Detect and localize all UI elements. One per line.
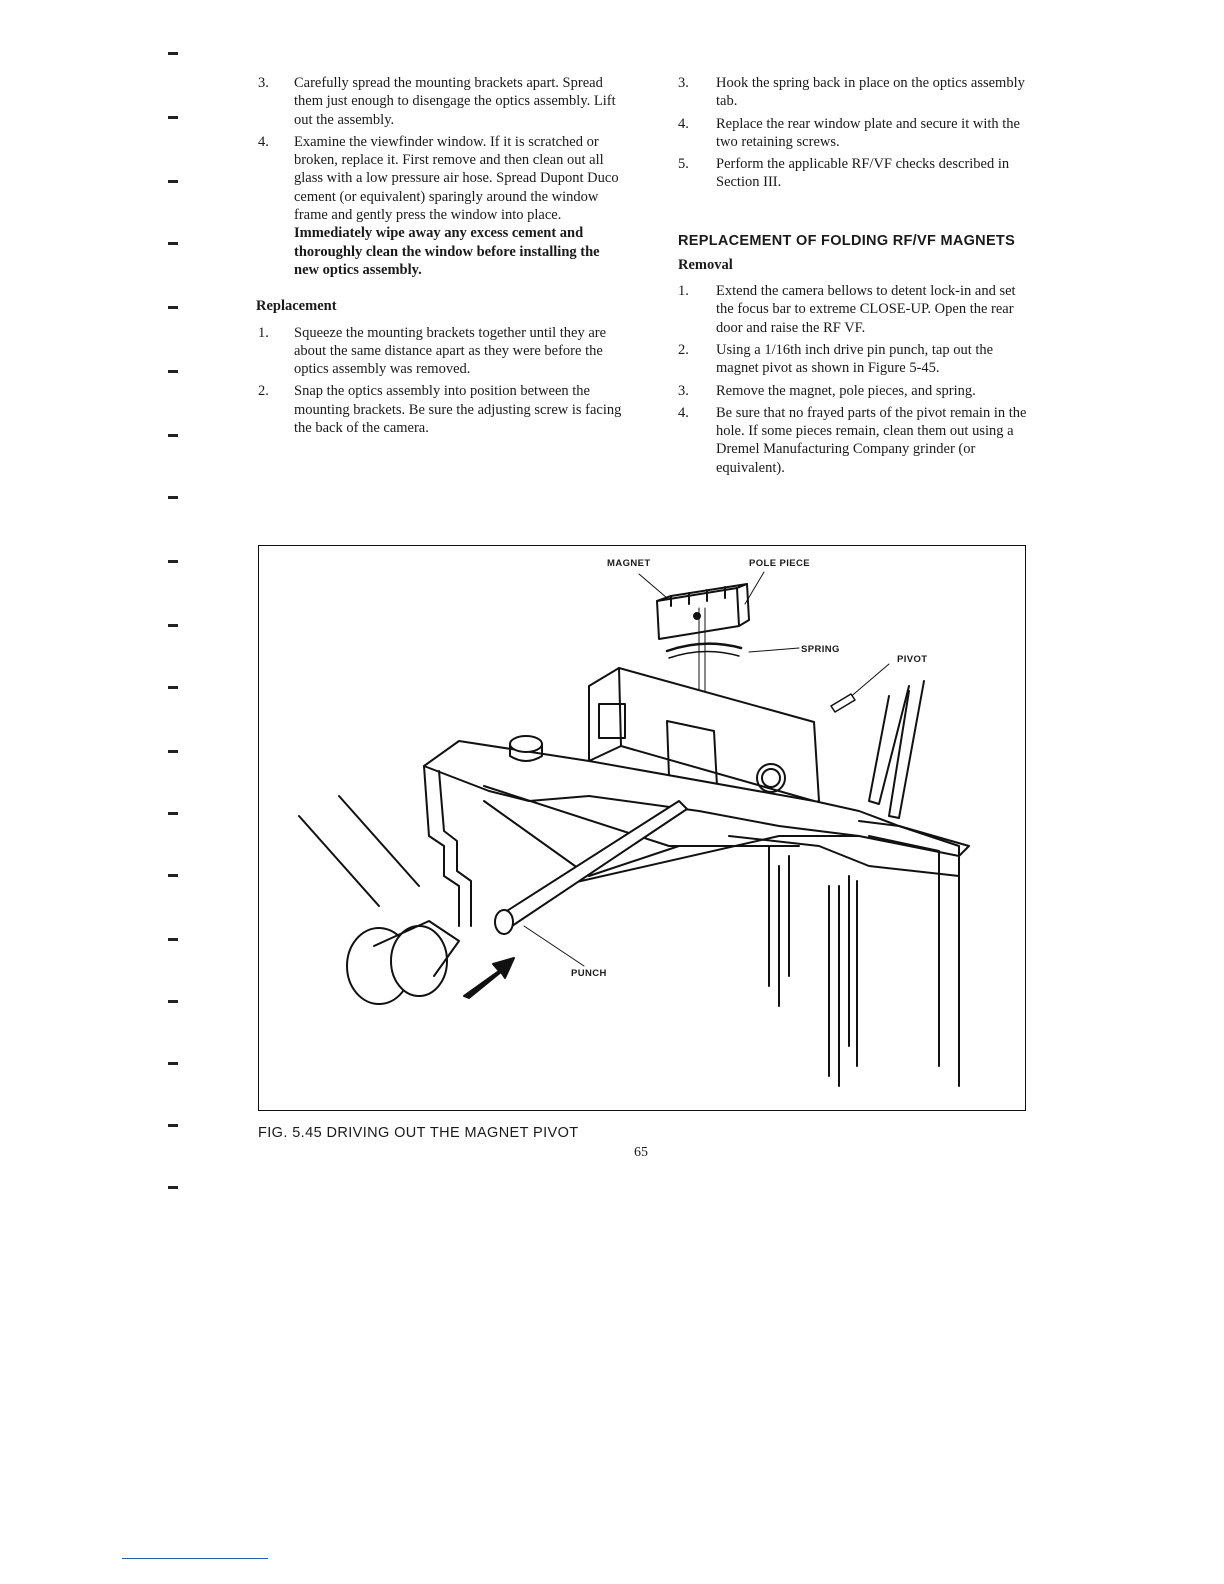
step-text: Extend the camera bellows to detent lock-in and set the focus bar to extreme CLOSE-UP. Open the rear door and raise the RF VF.: [716, 283, 1016, 336]
margin-mark: [168, 686, 178, 689]
pole-piece-label: POLE PIECE: [749, 558, 811, 569]
margin-mark: [168, 812, 178, 815]
list-item: 1. Extend the camera bellows to detent lock-in and set the focus bar to extreme CLOSE-UP. Open the rear door and raise the RF VF.: [678, 283, 1016, 336]
step-text: Squeeze the mounting brackets together until they are about the same distance apart as they were before the optics assembly was removed.: [294, 324, 607, 378]
list-item: 4. Be sure that no frayed parts of the pivot remain in the hole. If some pieces remain, clean them out using a Dremel Manufacturing Company grinder (or equivalent).: [678, 404, 1027, 476]
list-item: 2. Using a 1/16th inch drive pin punch, tap out the magnet pivot as shown in Figure 5-45.: [678, 341, 994, 377]
list-item: 5. Perform the applicable RF/VF checks described in Section III.: [678, 156, 1010, 191]
spring-label: SPRING: [801, 644, 840, 655]
margin-mark: [168, 180, 178, 183]
margin-mark: [168, 52, 178, 55]
magnet-label: MAGNET: [607, 558, 651, 569]
page-number: 65: [634, 1145, 648, 1160]
step-text: Using a 1/16th inch drive pin punch, tap out the magnet pivot as shown in Figure 5-45.: [716, 341, 994, 377]
margin-mark: [168, 874, 178, 877]
step-text: Replace the rear window plate and secure it with the two retaining screws.: [716, 115, 1020, 150]
spring-icon: [667, 644, 741, 651]
list-item: 3. Carefully spread the mounting brackets apart. Spread them just enough to disengage the optics assembly. Lift out the assembly.: [258, 75, 616, 128]
step-text: Remove the magnet, pole pieces, and spring.: [716, 382, 976, 399]
margin-mark: [168, 496, 178, 499]
right-column: [678, 74, 1028, 481]
list-item: 2. Snap the optics assembly into position between the mounting brackets. Be sure the adjusting screw is facing the back of the camera.: [258, 383, 622, 437]
replacement-heading: Replacement: [256, 298, 337, 315]
list-item: 4. Replace the rear window plate and secure it with the two retaining screws.: [678, 115, 1020, 150]
left-column: [256, 74, 626, 441]
removal-heading: Removal: [678, 256, 733, 273]
margin-mark: [168, 370, 178, 373]
step-text: Snap the optics assembly into position between the mounting brackets. Be sure the adjusting screw is facing the back of the camera.: [294, 383, 622, 437]
margin-mark: [168, 750, 178, 753]
step-text: Examine the viewfinder window. If it is scratched or broken, replace it. First remove and then clean out all glass with a low pressure air hose. Spread Dupont Duco cement (or equivalent) sparingly around the window frame and gently press the window into place.: [294, 133, 619, 224]
margin-mark: [168, 1186, 178, 1189]
arrow-icon: [464, 958, 514, 998]
magnet-pivot-illustration: [259, 546, 1024, 1109]
punch-label: PUNCH: [571, 968, 607, 979]
margin-mark: [168, 1124, 178, 1127]
margin-mark: [168, 560, 178, 563]
step-text: Be sure that no frayed parts of the pivot remain in the hole. If some pieces remain, clean them out using a Dremel Manufacturing Company grinder (or equivalent).: [716, 404, 1027, 476]
step-text: Hook the spring back in place on the optics assembly tab.: [716, 75, 1025, 110]
margin-mark: [168, 242, 178, 245]
margin-mark: [168, 938, 178, 941]
margin-mark: [168, 624, 178, 627]
step-text: Carefully spread the mounting brackets apart. Spread them just enough to disengage the optics assembly. Lift out the assembly.: [294, 75, 616, 128]
list-item: 4. Examine the viewfinder window. If it is scratched or broken, replace it. First remove and then clean out all glass with a low pressure air hose. Spread Dupont Duco cement (or equivalent) sparingly around the window frame and gently press the window into place. Immediately wipe away any excess cement and thoroughly clean the window before installing the new optics assembly.: [258, 133, 619, 278]
margin-mark: [168, 116, 178, 119]
margin-mark: [168, 1062, 178, 1065]
figure-5-45: [258, 545, 1026, 1111]
step-warning-text: Immediately wipe away any excess cement and thoroughly clean the window before installing the new optics assembly.: [294, 225, 600, 278]
list-item: 1. Squeeze the mounting brackets together until they are about the same distance apart as they were before the optics assembly was removed.: [258, 324, 607, 378]
list-item: 3. Remove the magnet, pole pieces, and spring.: [678, 382, 976, 399]
footer-line: [122, 1558, 268, 1559]
pivot-label: PIVOT: [897, 654, 928, 665]
figure-caption: FIG. 5.45 DRIVING OUT THE MAGNET PIVOT: [258, 1125, 579, 1141]
pivot-icon: [831, 694, 855, 712]
margin-mark: [168, 434, 178, 437]
margin-mark: [168, 1000, 178, 1003]
section-heading: REPLACEMENT OF FOLDING RF/VF MAGNETS: [678, 232, 1016, 249]
step-text: Perform the applicable RF/VF checks described in Section III.: [716, 156, 1010, 191]
list-item: 3. Hook the spring back in place on the optics assembly tab.: [678, 75, 1025, 110]
margin-mark: [168, 306, 178, 309]
